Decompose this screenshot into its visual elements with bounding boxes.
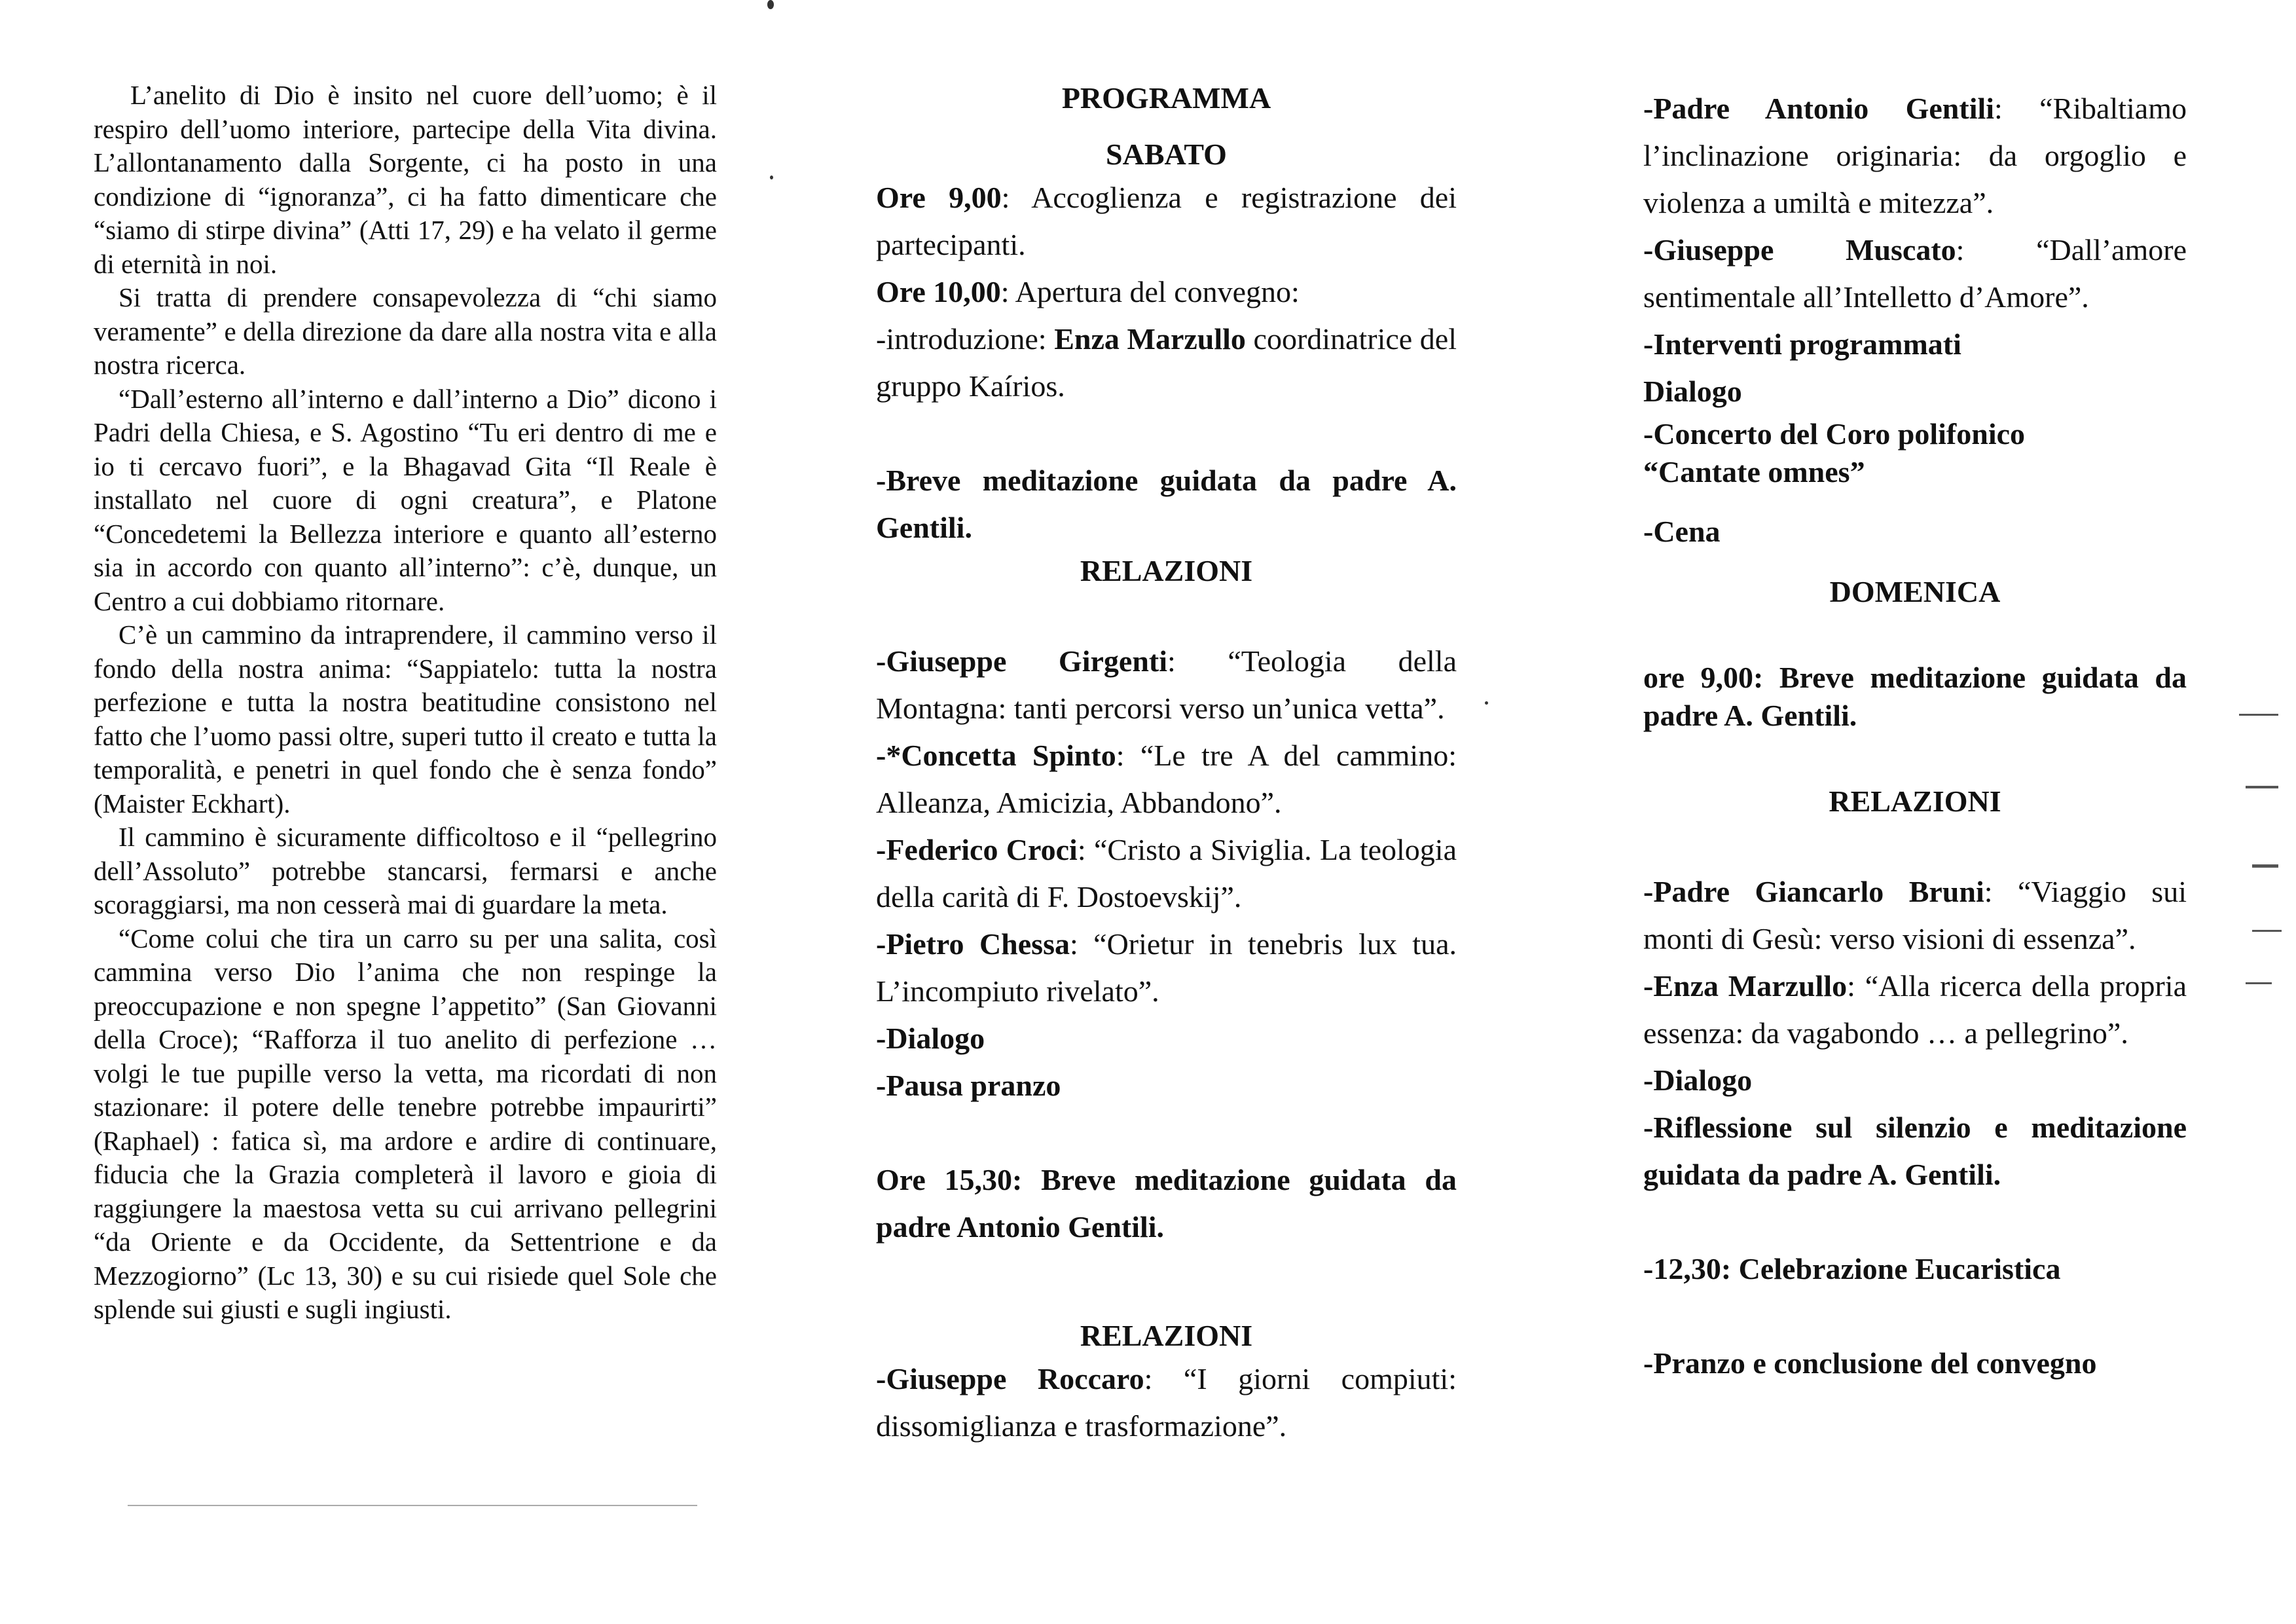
program-title: PROGRAMMA [1061,81,1271,115]
scan-streak [2252,864,2278,868]
essay-paragraph: “Dall’esterno all’interno e dall’interno a Dio” dicono i Padri della Chiesa, e S. Agostino “Tu eri dentro di me e io ti cercavo fuori”, e la Bhagavad Gita “Il Reale è installato nel cuore di ogni creatura”, e Platone “Concedetemi la Bellezza interiore e quanto all’esterno sia in accordo con quanto all’interno”: c’è, dunque, un Centro a cui dobbiamo ritornare. [94,383,717,616]
talk-item [876,638,1457,732]
scan-speck [1485,701,1488,705]
speaker-name: -Enza Marzullo [1643,969,1848,1003]
closing-item: -Pranzo e conclusione del convegno [1643,1346,2097,1380]
talk-item [1643,868,2187,963]
dinner-item: -Cena [1643,515,1721,548]
talk-item [876,1356,1457,1450]
dialogue-item: -Dialogo [876,1022,985,1055]
talk-title: : “Dall’amore sentimentale all’Intelletto d’Amore”. [1643,233,2187,314]
talk-title: : “I giorni compiuti: dissomiglianza e trasformazione”. [876,1362,1457,1443]
section-heading: RELAZIONI [1829,784,2001,818]
time-label: Ore 15,30 [876,1163,1013,1196]
interventions-item: -Interventi programmati [1643,327,1961,361]
time-label: Ore 10,00 [876,275,1001,308]
essay-paragraph: “Come colui che tira un carro su per una salita, così cammina verso Dio l’anima che non respinge la preoccupazione e non spegne l’appetito” (San Giovanni della Croce); “Rafforza il tuo anelito di perfezione … volgi le tue pupille verso la vetta, ma ricordati di non stazionare: il potere delle tenebre potrebbe impaurirti” (Raphael) : fatica sì, ma ardore e ardire di continuare, fiducia che la Grazia completerà il lavoro e gioia di raggiungere la maestosa vetta su cui arrivano pellegrini “da Oriente e da Occidente, da Settentrione e da Mezzogiorno” (Lc 13, 30) e su cui risiede quel Sole che splende sui giusti e sugli ingiusti. [94,923,717,1324]
speaker-name: -Giuseppe Muscato [1643,233,1956,267]
talk-title: : “Teologia della Montagna: tanti percorsi verso un’unica vetta”. [876,644,1457,725]
scan-streak [2246,982,2272,984]
talk-item [1643,85,2187,227]
scan-streak [2246,786,2278,788]
dialogue-item: Dialogo [1643,375,1742,408]
meditation-item: ore 9,00: Breve meditazione guidata da padre A. Gentili. [1643,661,2187,732]
schedule-item: Ore 15,30: Breve meditazione guidata da padre Antonio Gentili. [876,1163,1457,1244]
talk-title: : “Cristo a Siviglia. La teologia della carità di F. Dostoevskij”. [876,833,1457,913]
talk-title: : “Viaggio sui monti di Gesù: verso visioni di essenza”. [1643,875,2187,955]
speaker-name: -Padre Giancarlo Bruni [1643,875,1984,908]
celebration-item: -12,30: Celebrazione Eucaristica [1643,1252,2061,1285]
sunday-heading: DOMENICA [1829,575,2001,608]
dialogue-item: -Dialogo [1643,1063,1753,1097]
saturday-heading: SABATO [1106,138,1227,171]
talk-title: : “Ribaltiamo l’inclinazione originaria: da orgoglio e violenza a umiltà e mitezza”. [1643,92,2187,219]
talk-title: : “Alla ricerca della propria essenza: da vagabondo … a pellegrino”. [1643,969,2187,1050]
lunch-break-item: -Pausa pranzo [876,1069,1061,1102]
essay-paragraph: Si tratta di prendere consapevolezza di “chi siamo veramente” e della direzione da dare alla nostra vita e alla nostra ricerca. [94,282,717,380]
talk-title: : “Orietur in tenebris lux tua. L’incompiuto rivelato”. [876,927,1457,1008]
speaker-name: -Federico Croci [876,833,1078,866]
scan-streak [2252,930,2282,932]
talk-item [876,732,1457,826]
schedule-item: -introduzione: Enza Marzullo coordinatrice del gruppo Kaírios. [876,322,1457,403]
schedule-item: Ore 9,00: Accoglienza e registrazione dei partecipanti. [876,181,1457,261]
scan-dashes [128,1505,697,1506]
concert-item-name: “Cantate omnes” [1643,455,1865,489]
speaker-name: -Padre Antonio Gentili [1643,92,1995,125]
speaker-name: -Giuseppe Girgenti [876,644,1167,678]
time-label: Ore 9,00 [876,181,1002,214]
section-heading: RELAZIONI [1080,1319,1253,1352]
speaker-name: -Giuseppe Roccaro [876,1362,1144,1395]
speaker-name: -Pietro Chessa [876,927,1070,961]
speaker-name: -*Concetta Spinto [876,739,1116,772]
talk-item [1643,963,2187,1057]
scan-speck [767,0,774,9]
talk-item [876,826,1457,921]
speaker-name: Enza Marzullo [1054,322,1246,356]
talk-title: : “Le tre A del cammino: Alleanza, Amicizia, Abbandono”. [876,739,1457,819]
essay-column [94,79,717,1327]
talk-item [1643,227,2187,321]
essay-paragraph: L’anelito di Dio è insito nel cuore dell’uomo; è il respiro dell’uomo interiore, partecipe della Vita divina. L’allontanamento dalla Sorgente, ci ha posto in una condizione di “ignoranza”, ci ha fatto dimenticare che “siamo di stirpe divina” (Atti 17, 29) e ha velato il germe di eternità in noi. [94,80,717,279]
program-column-sunday [1643,85,2187,1387]
section-heading: RELAZIONI [1080,554,1253,587]
schedule-item: Ore 10,00: Apertura del convegno: [876,275,1300,308]
scan-streak [2239,714,2278,716]
reflection-item: -Riflessione sul silenzio e meditazione guidata da padre A. Gentili. [1643,1111,2187,1191]
essay-paragraph: C’è un cammino da intraprendere, il cammino verso il fondo della nostra anima: “Sappiatelo: tutta la nostra perfezione e tutta la nostra beatitudine consistono nel fatto che l’uomo passi oltre, superi tutto il creato e tutta la temporalità, e penetri in quel fondo che è senza fondo” (Maister Eckhart). [94,619,717,819]
program-column-saturday [876,79,1457,1450]
talk-item [876,921,1457,1015]
scan-speck [770,175,773,179]
essay-paragraph: Il cammino è sicuramente difficoltoso e il “pellegrino dell’Assoluto” potrebbe stancarsi, fermarsi e anche scoraggiarsi, ma non cesserà mai di guardare la meta. [94,822,717,919]
meditation-item: -Breve meditazione guidata da padre A. Gentili. [876,464,1457,544]
concert-item: -Concerto del Coro polifonico [1643,417,2026,451]
